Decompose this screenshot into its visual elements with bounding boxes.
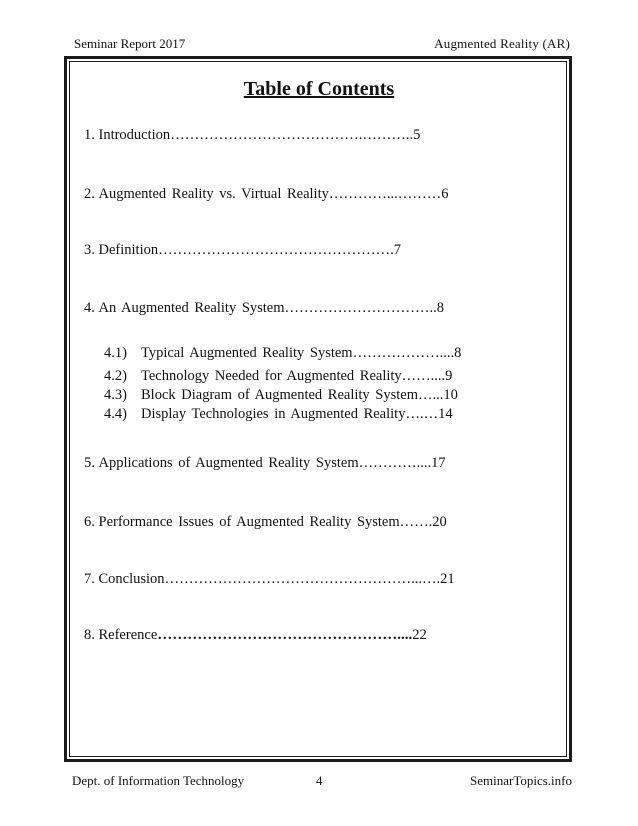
toc-entry-ar-vs-vr bbox=[84, 186, 449, 203]
toc-subentry-page: 9 bbox=[445, 368, 453, 384]
toc-entry-leader: ……………………………………………...… bbox=[164, 571, 437, 587]
toc-entry-introduction bbox=[84, 127, 420, 144]
toc-entry-number: 6. bbox=[84, 514, 95, 530]
toc-subentry-leader: …... bbox=[418, 387, 444, 403]
toc-entry-number: 5. bbox=[84, 455, 95, 471]
toc-entry-number: 3. bbox=[84, 242, 95, 258]
toc-subentry-label: Block Diagram of Augmented Reality System bbox=[141, 387, 418, 403]
toc-subentry-leader: …….... bbox=[401, 368, 446, 384]
toc-entry-reference bbox=[84, 627, 427, 644]
toc-entry-leader: ………………………….. bbox=[284, 300, 437, 316]
toc-subentry-leader: ….… bbox=[405, 406, 439, 422]
footer-page-number: 4 bbox=[316, 773, 323, 788]
toc-entry-page: 22 bbox=[412, 627, 427, 643]
toc-subentry-typical-ar-system bbox=[104, 345, 461, 362]
toc-entry-definition bbox=[84, 242, 401, 259]
toc-entry-label: An Augmented Reality System bbox=[98, 300, 285, 316]
toc-subentry-page: 14 bbox=[438, 406, 453, 422]
toc-entry-performance-issues bbox=[84, 514, 447, 531]
toc-subentry-page: 8 bbox=[454, 345, 462, 361]
toc-subentry-number: 4.2) bbox=[104, 368, 127, 384]
toc-entry-page: 5 bbox=[413, 127, 421, 143]
toc-subentry-leader: ……………….... bbox=[352, 345, 455, 361]
toc-entry-leader: ………………………………….……….. bbox=[170, 127, 414, 143]
toc-subentry-page: 10 bbox=[443, 387, 458, 403]
toc-entry-label: Conclusion bbox=[98, 571, 165, 587]
toc-entry-leader: ………………………………………….... bbox=[157, 627, 413, 643]
toc-subentry-label: Technology Needed for Augmented Reality bbox=[141, 368, 402, 384]
toc-entry-page: .21 bbox=[436, 571, 455, 587]
toc-entry-label: Definition bbox=[98, 242, 159, 258]
toc-subentry-technology-needed bbox=[104, 368, 452, 385]
toc-entry-applications bbox=[84, 455, 446, 472]
toc-entry-number: 1. bbox=[84, 127, 95, 143]
toc-entry-leader: ………….... bbox=[358, 455, 432, 471]
toc-entry-leader: …………...……… bbox=[328, 186, 442, 202]
toc-subentry-number: 4.1) bbox=[104, 345, 127, 361]
toc-subentry-number: 4.3) bbox=[104, 387, 127, 403]
toc-entry-label: Reference bbox=[98, 627, 158, 643]
toc-entry-number: 4. bbox=[84, 300, 95, 316]
toc-entry-leader: ……. bbox=[399, 514, 433, 530]
toc-entry-page: 7 bbox=[393, 242, 401, 258]
toc-entry-label: Applications of Augmented Reality System bbox=[98, 455, 359, 471]
toc-entry-page: 20 bbox=[432, 514, 447, 530]
header-topic: Augmented Reality (AR) bbox=[434, 36, 570, 51]
toc-entry-leader: …………………………………………. bbox=[158, 242, 394, 258]
toc-subentry-label: Typical Augmented Reality System bbox=[141, 345, 353, 361]
toc-entry-number: 8. bbox=[84, 627, 95, 643]
toc-subentry-display-technologies bbox=[104, 406, 453, 423]
toc-entry-label: Performance Issues of Augmented Reality System bbox=[98, 514, 400, 530]
header-report-title: Seminar Report 2017 bbox=[74, 36, 186, 51]
toc-entry-conclusion bbox=[84, 571, 455, 588]
footer-website: SeminarTopics.info bbox=[470, 773, 572, 788]
toc-title: Table of Contents bbox=[243, 78, 395, 100]
toc-entry-label: Introduction bbox=[98, 127, 171, 143]
toc-subentry-block-diagram bbox=[104, 387, 458, 404]
toc-entry-page: 6 bbox=[441, 186, 449, 202]
toc-entry-page: 17 bbox=[431, 455, 446, 471]
toc-entry-number: 7. bbox=[84, 571, 95, 587]
footer-department: Dept. of Information Technology bbox=[72, 773, 245, 788]
toc-subentry-label: Display Technologies in Augmented Reality bbox=[141, 406, 406, 422]
toc-subentry-number: 4.4) bbox=[104, 406, 127, 422]
toc-entry-label: Augmented Reality vs. Virtual Reality bbox=[98, 186, 329, 202]
toc-entry-ar-system bbox=[84, 300, 444, 317]
toc-entry-number: 2. bbox=[84, 186, 95, 202]
toc-entry-page: 8 bbox=[436, 300, 445, 316]
